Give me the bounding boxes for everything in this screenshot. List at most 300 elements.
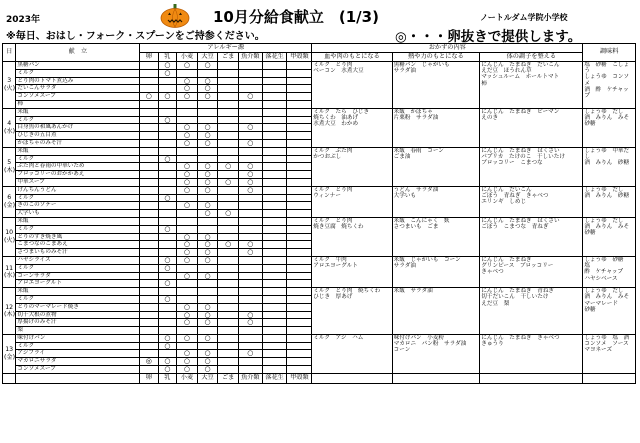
allergen-mark: [239, 225, 263, 233]
allergen-mark: [287, 139, 312, 147]
allergen-mark: ○: [197, 210, 218, 218]
allergen-mark: [239, 264, 263, 272]
allergen-mark: [262, 241, 287, 249]
allergen-mark: [158, 327, 177, 335]
allergen-mark: ○: [177, 163, 198, 171]
allergen-mark: ○: [177, 272, 198, 280]
allergen-mark: [218, 319, 239, 327]
allergen-mark: [218, 69, 239, 77]
allergen-mark: [177, 217, 198, 225]
dish-name: ひじきの五目煮: [16, 132, 140, 140]
allergen-mark: [262, 116, 287, 124]
allergen-mark: [262, 163, 287, 171]
allergen-mark: [287, 155, 312, 163]
dish-name: 米飯: [16, 108, 140, 116]
allergen-mark: [158, 272, 177, 280]
allergen-mark: [262, 194, 287, 202]
allergen-mark: ○: [177, 303, 198, 311]
allergen-mark: [218, 233, 239, 241]
allergen-mark: ○: [197, 256, 218, 264]
table-row: [3, 288, 636, 296]
allergen-mark: [158, 311, 177, 319]
allergen-mark: [262, 280, 287, 288]
seasoning-list: しょうゆ 砂糖 塩 酢 ケチャップ ハヤシベース: [583, 256, 636, 287]
allergen-mark: [239, 303, 263, 311]
allergen-mark: ○: [158, 358, 177, 366]
allergen-mark: [239, 342, 263, 350]
allergen-mark: [158, 217, 177, 225]
dish-name: アロエヨーグルト: [16, 280, 140, 288]
dish-name: だいこんサラダ: [16, 85, 140, 93]
allergen-mark: [287, 272, 312, 280]
day-header: 日: [3, 44, 16, 62]
seasoning-list: しょうゆ だし 酒 みりん みそ 砂糖: [583, 217, 636, 256]
allergen-mark: ○: [197, 93, 218, 101]
allergen-mark: [158, 303, 177, 311]
allergen-mark: [287, 93, 312, 101]
allergen-mark: ○: [177, 186, 198, 194]
yellow-group-ingredients: 米飯 かぼちゃ 片栗粉 サラダ油: [392, 108, 480, 147]
dish-name: かぼちゃのみそ汁: [16, 139, 140, 147]
allergen-mark: [140, 147, 159, 155]
allergen-mark: [239, 62, 263, 70]
allergen-mark: ○: [158, 69, 177, 77]
dish-name: 切干大根の煮物: [16, 311, 140, 319]
seasoning-header: 調味料: [583, 44, 636, 62]
allergen-soy: 大豆: [197, 53, 218, 62]
allergen-mark: [158, 350, 177, 358]
allergen-mark: ○: [177, 233, 198, 241]
allergen-mark: [140, 85, 159, 93]
allergen-mark: ○: [239, 186, 263, 194]
allergen-mark: [177, 295, 198, 303]
allergen-mark: [262, 217, 287, 225]
seasoning-list: しょうゆ だし 酒 みりん 砂糖: [583, 186, 636, 217]
allergen-mark: [239, 108, 263, 116]
seasoning-list: しょうゆ だし 酒 みりん みそ マーマレード 砂糖: [583, 288, 636, 335]
allergen-mark: [140, 108, 159, 116]
allergen-mark: [218, 249, 239, 257]
allergen-mark: [140, 241, 159, 249]
dish-name: 米飯: [16, 147, 140, 155]
dish-name: マカロニサラダ: [16, 358, 140, 366]
yellow-group-ingredients: 米飯 春雨 コーン ごま油: [392, 147, 480, 186]
allergen-mark: [287, 217, 312, 225]
allergen-mark: [140, 233, 159, 241]
allergen-mark: ○: [177, 358, 198, 366]
dish-name: 米飯: [16, 217, 140, 225]
allergen-mark: [262, 100, 287, 108]
allergen-mark: [158, 178, 177, 186]
table-row: [3, 256, 636, 264]
allergen-mark: [262, 264, 287, 272]
page-title: 10月分給食献立 (1/3): [213, 8, 379, 26]
allergen-mark: [287, 288, 312, 296]
dish-name: アジフライ: [16, 350, 140, 358]
menu-table: [2, 43, 636, 384]
yellow-group-ingredients: 米飯 サラダ油: [392, 288, 480, 335]
allergen-mark: [287, 280, 312, 288]
allergen-mark: [218, 186, 239, 194]
allergen-mark: [140, 171, 159, 179]
allergen-mark: [140, 186, 159, 194]
allergen-mark: [140, 69, 159, 77]
allergen-mark: ○: [158, 116, 177, 124]
allergen-mark: ○: [177, 366, 198, 374]
allergen-mark: ○: [177, 319, 198, 327]
allergen-mark: [140, 116, 159, 124]
allergen-mark: [197, 264, 218, 272]
allergen-mark: [140, 249, 159, 257]
seasoning-list: しょうゆ 塩 酒 コンソメ ソース マヨネーズ: [583, 334, 636, 373]
allergen-mark: ○: [197, 334, 218, 342]
allergen-mark: ○: [239, 139, 263, 147]
allergen-mark: [218, 225, 239, 233]
allergen-mark: [197, 295, 218, 303]
allergen-mark: ○: [239, 241, 263, 249]
allergen-mark: [262, 358, 287, 366]
allergen-mark: [177, 342, 198, 350]
allergen-mark: [262, 366, 287, 374]
allergen-mark: [287, 303, 312, 311]
table-row: [3, 108, 636, 116]
green-group-ingredients: にんじん たまねぎ グリンピース ブロッコリー きゃべつ: [480, 256, 583, 287]
allergen-mark: [239, 358, 263, 366]
allergen-mark: ○: [197, 241, 218, 249]
allergen-mark: [177, 280, 198, 288]
footer-allergen-crustacean: 甲殻類: [287, 373, 312, 383]
allergen-mark: [177, 194, 198, 202]
allergen-mark: ○: [197, 132, 218, 140]
allergen-mark: [287, 62, 312, 70]
dish-name: きのこのソテー: [16, 202, 140, 210]
allergen-mark: [239, 256, 263, 264]
notice-text: ※毎日、おはし・フォーク・スプーンをご持参ください。: [6, 31, 265, 42]
allergen-mark: [140, 139, 159, 147]
allergen-mark: ○: [197, 233, 218, 241]
allergen-mark: ○: [177, 132, 198, 140]
allergen-mark: [287, 311, 312, 319]
allergen-mark: [287, 178, 312, 186]
allergen-mark: [140, 163, 159, 171]
allergen-milk: 乳: [158, 53, 177, 62]
allergen-mark: [218, 108, 239, 116]
dish-name: ミルク: [16, 295, 140, 303]
day-label: 11 (水): [3, 256, 16, 287]
allergen-mark: [239, 295, 263, 303]
contents-header: おかずの内容: [312, 44, 583, 53]
allergen-mark: ○: [197, 319, 218, 327]
year-label: 2023年: [6, 15, 41, 25]
allergen-mark: ○: [177, 350, 198, 358]
allergen-mark: ○: [177, 334, 198, 342]
allergen-mark: [262, 225, 287, 233]
allergen-mark: [197, 280, 218, 288]
allergen-mark: ○: [197, 350, 218, 358]
allergen-mark: [218, 139, 239, 147]
allergen-mark: ○: [177, 241, 198, 249]
allergen-mark: [140, 155, 159, 163]
day-label: 12 (木): [3, 288, 16, 335]
dish-name: 黒糖パン: [16, 62, 140, 70]
allergen-mark: [287, 108, 312, 116]
dish-name: 梨: [16, 327, 140, 335]
red-group-ingredients: ミルク とり肉 焼ちくわ ひじき 厚あげ: [312, 288, 392, 335]
allergen-mark: [197, 327, 218, 335]
dish-name: 大学いも: [16, 210, 140, 218]
red-group-header: 血や肉のもとになる: [312, 53, 392, 62]
allergen-mark: [218, 93, 239, 101]
allergen-mark: ○: [239, 319, 263, 327]
allergen-mark: [262, 210, 287, 218]
allergen-mark: ○: [239, 171, 263, 179]
yellow-group-ingredients: 黒糖パン じゃがいも サラダ油: [392, 62, 480, 109]
allergen-mark: [218, 280, 239, 288]
allergen-mark: ○: [197, 366, 218, 374]
allergen-mark: [197, 194, 218, 202]
allergen-mark: [262, 77, 287, 85]
allergen-mark: [140, 194, 159, 202]
allergen-mark: [197, 288, 218, 296]
allergen-mark: [287, 233, 312, 241]
allergen-mark: ○: [239, 178, 263, 186]
allergen-mark: [287, 327, 312, 335]
allergen-mark: [287, 85, 312, 93]
red-group-ingredients: ミルク とり肉 ウィンナー: [312, 186, 392, 217]
footer-allergen-soy: 大豆: [197, 373, 218, 383]
allergen-mark: [177, 210, 198, 218]
allergen-mark: [239, 194, 263, 202]
allergen-mark: [287, 171, 312, 179]
allergen-mark: [158, 241, 177, 249]
dish-name: けんちんうどん: [16, 186, 140, 194]
allergen-mark: ○: [177, 256, 198, 264]
allergen-mark: ○: [177, 62, 198, 70]
allergen-mark: [262, 85, 287, 93]
dish-name: ミルク: [16, 155, 140, 163]
footer-allergen-milk: 乳: [158, 373, 177, 383]
allergen-mark: [140, 295, 159, 303]
allergen-mark: [262, 62, 287, 70]
dish-name: コンソメスープ: [16, 93, 140, 101]
allergen-egg: 卵: [140, 53, 159, 62]
allergen-mark: [177, 100, 198, 108]
allergen-mark: ○: [197, 303, 218, 311]
allergen-mark: ○: [239, 163, 263, 171]
allergen-mark: ○: [158, 225, 177, 233]
allergen-mark: [140, 256, 159, 264]
allergen-mark: ○: [177, 311, 198, 319]
allergen-mark: [239, 334, 263, 342]
red-group-ingredients: ミルク とり肉 ベーコン 水煮大豆: [312, 62, 392, 109]
allergen-mark: [218, 295, 239, 303]
red-group-ingredients: ミルク アジ ハム: [312, 334, 392, 373]
allergen-mark: ○: [158, 334, 177, 342]
allergen-mark: ○: [177, 171, 198, 179]
allergen-mark: [218, 264, 239, 272]
allergen-mark: [140, 366, 159, 374]
allergen-mark: [287, 256, 312, 264]
allergen-mark: [262, 256, 287, 264]
allergen-mark: [140, 334, 159, 342]
yellow-group-ingredients: うどん サラダ油 大学いも: [392, 186, 480, 217]
allergen-mark: [218, 288, 239, 296]
allergen-mark: [287, 194, 312, 202]
allergen-mark: [287, 319, 312, 327]
allergen-mark: [239, 233, 263, 241]
allergen-mark: [140, 124, 159, 132]
allergen-mark: [177, 327, 198, 335]
allergen-mark: ○: [158, 256, 177, 264]
allergen-mark: [140, 100, 159, 108]
allergen-mark: ○: [218, 241, 239, 249]
allergen-mark: [287, 358, 312, 366]
dish-name: さつまいものみそ汁: [16, 249, 140, 257]
allergen-mark: [218, 334, 239, 342]
dish-name: ミルク: [16, 69, 140, 77]
allergen-mark: ○: [197, 139, 218, 147]
footer-allergen-wheat: 小麦: [177, 373, 198, 383]
allergen-mark: [140, 132, 159, 140]
allergen-mark: [239, 280, 263, 288]
allergen-mark: ○: [177, 249, 198, 257]
dish-name: とりのマーマレード焼き: [16, 303, 140, 311]
green-group-ingredients: にんじん たまねぎ だいこん えだ豆 ほうれん草 マッシュルーム ホールトマト 柿: [480, 62, 583, 109]
dish-name: ブロッコリーのおかかあえ: [16, 171, 140, 179]
allergen-mark: [177, 147, 198, 155]
day-label: 3 (火): [3, 62, 16, 109]
allergen-mark: [158, 77, 177, 85]
allergen-mark: ○: [158, 155, 177, 163]
allergen-mark: [158, 171, 177, 179]
day-label: 5 (木): [3, 147, 16, 186]
allergen-mark: ○: [158, 62, 177, 70]
allergen-mark: [177, 108, 198, 116]
allergen-mark: [218, 155, 239, 163]
allergen-mark: [158, 249, 177, 257]
allergen-mark: [218, 327, 239, 335]
allergen-mark: [262, 178, 287, 186]
allergen-mark: [158, 108, 177, 116]
day-label: 4 (水): [3, 108, 16, 147]
green-group-ingredients: にんじん だいこん ごぼう 青ねぎ きゃべつ エリンギ しめじ: [480, 186, 583, 217]
allergen-mark: [140, 319, 159, 327]
yellow-group-ingredients: 米飯 こんにゃく 麩 さつまいも ごま: [392, 217, 480, 256]
allergen-mark: [218, 202, 239, 210]
allergen-mark: [262, 186, 287, 194]
allergen-mark: [287, 124, 312, 132]
allergen-mark: [158, 163, 177, 171]
table-row: [3, 334, 636, 342]
allergen-mark: [218, 116, 239, 124]
allergen-mark: [177, 116, 198, 124]
allergen-mark: [262, 147, 287, 155]
allergen-mark: [218, 342, 239, 350]
allergen-mark: ○: [239, 350, 263, 358]
pumpkin-icon: [160, 4, 190, 28]
green-group-header: 体の調子を整える: [480, 53, 583, 62]
allergen-mark: [239, 217, 263, 225]
allergen-mark: ○: [197, 163, 218, 171]
allergen-mark: ○: [177, 178, 198, 186]
allergen-mark: [287, 342, 312, 350]
allergen-mark: ○: [239, 311, 263, 319]
allergen-mark: ○: [177, 124, 198, 132]
allergen-mark: [218, 366, 239, 374]
green-group-ingredients: にんじん たまねぎ きゃべつ きゅうり: [480, 334, 583, 373]
dish-name: コーンサラダ: [16, 272, 140, 280]
allergen-mark: [262, 350, 287, 358]
allergen-mark: [140, 342, 159, 350]
allergen-mark: [287, 264, 312, 272]
allergen-mark: [218, 256, 239, 264]
allergen-mark: [262, 319, 287, 327]
allergen-mark: ○: [177, 202, 198, 210]
allergen-mark: ○: [197, 202, 218, 210]
allergen-seafood: 魚介類: [239, 53, 263, 62]
dish-name: ミルク: [16, 194, 140, 202]
allergen-mark: ○: [158, 295, 177, 303]
allergy-header: アレルギー源: [140, 44, 312, 53]
red-group-ingredients: ミルク とり肉 焼き豆腐 焼ちくわ: [312, 217, 392, 256]
allergen-mark: [140, 202, 159, 210]
footer-allergen-seafood: 魚介類: [239, 373, 263, 383]
allergen-mark: [158, 319, 177, 327]
allergen-mark: ○: [177, 85, 198, 93]
allergen-mark: [177, 155, 198, 163]
allergen-mark: [239, 116, 263, 124]
allergen-mark: ○: [197, 124, 218, 132]
allergen-mark: [158, 202, 177, 210]
school-name: ノートルダム学院小学校: [480, 13, 568, 22]
allergen-mark: [218, 171, 239, 179]
table-row: [3, 186, 636, 194]
allergen-mark: [197, 147, 218, 155]
allergen-mark: ○: [197, 311, 218, 319]
allergen-mark: [262, 139, 287, 147]
allergen-mark: [287, 132, 312, 140]
allergen-mark: [140, 327, 159, 335]
allergen-mark: [287, 249, 312, 257]
allergen-mark: ○: [158, 264, 177, 272]
allergen-mark: [239, 85, 263, 93]
allergen-mark: ○: [158, 342, 177, 350]
allergen-mark: [287, 202, 312, 210]
allergen-mark: [287, 69, 312, 77]
allergen-mark: [239, 288, 263, 296]
allergen-mark: [262, 303, 287, 311]
allergen-mark: [262, 295, 287, 303]
allergen-mark: [218, 147, 239, 155]
allergen-mark: [140, 272, 159, 280]
allergen-mark: [262, 124, 287, 132]
allergen-mark: [218, 350, 239, 358]
allergen-mark: [158, 288, 177, 296]
allergen-mark: [262, 288, 287, 296]
allergen-mark: [140, 178, 159, 186]
allergen-mark: [239, 147, 263, 155]
green-group-ingredients: にんじん たまねぎ はくさい ごぼう こまつな 青ねぎ: [480, 217, 583, 256]
dish-name: ミルク: [16, 264, 140, 272]
dish-name: とりのすき焼き風: [16, 233, 140, 241]
seasoning-list: しょうゆ 中華だし 酒 みりん 砂糖: [583, 147, 636, 186]
menu-body: [3, 62, 636, 374]
allergen-mark: [287, 116, 312, 124]
footer-allergen-sesame: ごま: [218, 373, 239, 383]
allergen-mark: ○: [218, 210, 239, 218]
allergen-mark: ○: [158, 366, 177, 374]
allergen-mark: [239, 132, 263, 140]
